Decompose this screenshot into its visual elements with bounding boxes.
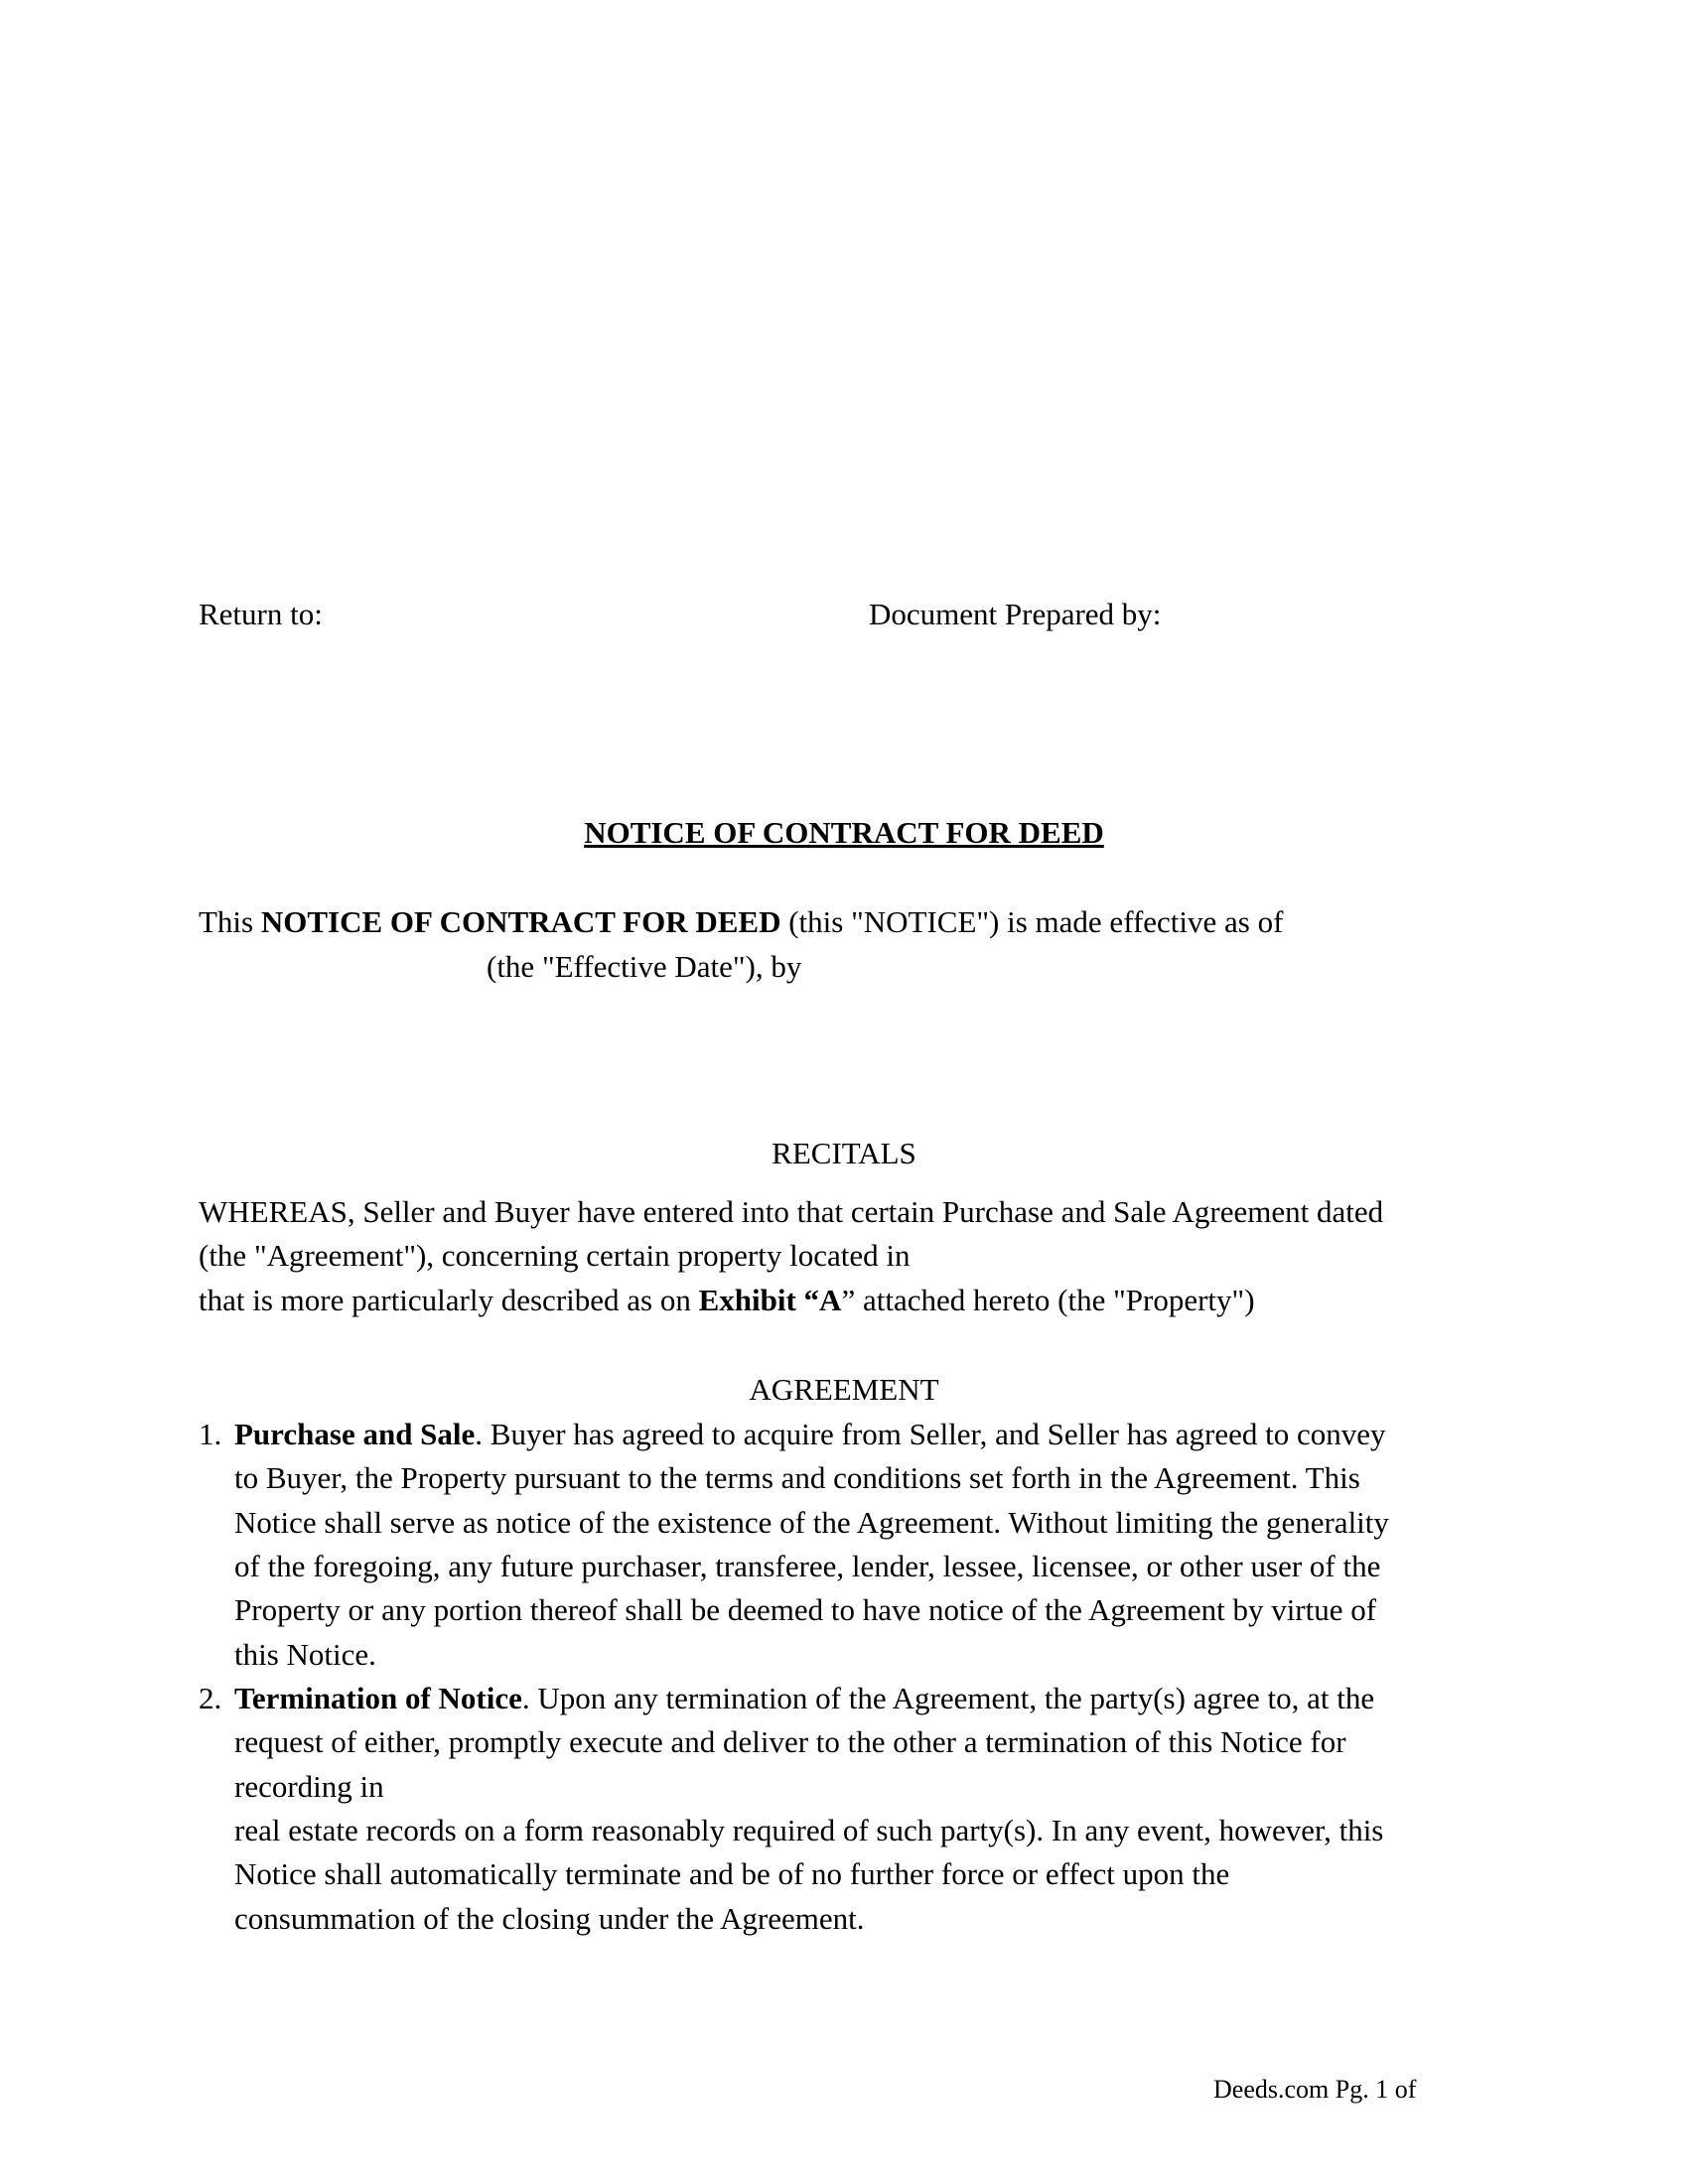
intro-notice-bold: NOTICE OF CONTRACT FOR DEED — [260, 904, 781, 939]
item-first-line — [234, 1413, 1386, 1456]
item-line: Notice shall automatically terminate and be of no further force or effect upon the — [234, 1856, 1230, 1891]
item-first-line — [234, 1677, 1374, 1720]
prepared-by-label: Document Prepared by: — [869, 597, 1162, 631]
return-to-label: Return to: — [199, 597, 323, 631]
page-footer: Deeds.com Pg. 1 of — [1213, 2075, 1417, 2104]
item-line: this Notice. — [234, 1637, 376, 1672]
item-line: recording in — [234, 1769, 384, 1804]
item-line: real estate records on a form reasonably required of such party(s). In any event, however, this — [234, 1813, 1384, 1847]
item-line: consummation of the closing under the Agreement. — [234, 1901, 865, 1936]
document-title: NOTICE OF CONTRACT FOR DEED — [584, 815, 1104, 850]
item-first-line-rest: . Upon any termination of the Agreement, the party(s) agree to, at the — [521, 1681, 1375, 1715]
item-line: to Buyer, the Property pursuant to the terms and conditions set forth in the Agreement. This — [234, 1460, 1360, 1495]
item-title: Termination of Notice — [234, 1681, 522, 1715]
intro-this: This — [199, 904, 261, 939]
intro-line-2: (the "Effective Date"), by — [487, 949, 802, 984]
recitals-line-3-post: ” attached hereto (the "Property") — [841, 1283, 1255, 1317]
item-line: of the foregoing, any future purchaser, transferee, lender, lessee, licensee, or other user of the — [234, 1549, 1381, 1583]
recitals-line-3-pre: that is more particularly described as on — [199, 1283, 699, 1317]
item-first-line-rest: . Buyer has agreed to acquire from Seller, and Seller has agreed to convey — [475, 1417, 1386, 1451]
item-title: Purchase and Sale — [234, 1417, 476, 1451]
intro-rest: (this "NOTICE") is made effective as of — [780, 904, 1284, 939]
agreement-heading: AGREEMENT — [749, 1372, 939, 1407]
item-number: 2. — [199, 1681, 222, 1715]
recitals-line-1: WHEREAS, Seller and Buyer have entered into that certain Purchase and Sale Agreement dated — [199, 1194, 1384, 1229]
recitals-line-2: (the "Agreement"), concerning certain property located in — [199, 1238, 911, 1273]
exhibit-a-bold: Exhibit “A — [698, 1283, 842, 1317]
recitals-heading: RECITALS — [772, 1136, 916, 1170]
item-line: Property or any portion thereof shall be deemed to have notice of the Agreement by virtue of — [234, 1592, 1377, 1627]
recitals-line-3 — [199, 1279, 1255, 1322]
item-line: request of either, promptly execute and deliver to the other a termination of this Notice for — [234, 1724, 1346, 1759]
item-line: Notice shall serve as notice of the existence of the Agreement. Without limiting the generality — [234, 1505, 1389, 1540]
item-number: 1. — [199, 1417, 222, 1451]
intro-line-1 — [199, 900, 1283, 944]
